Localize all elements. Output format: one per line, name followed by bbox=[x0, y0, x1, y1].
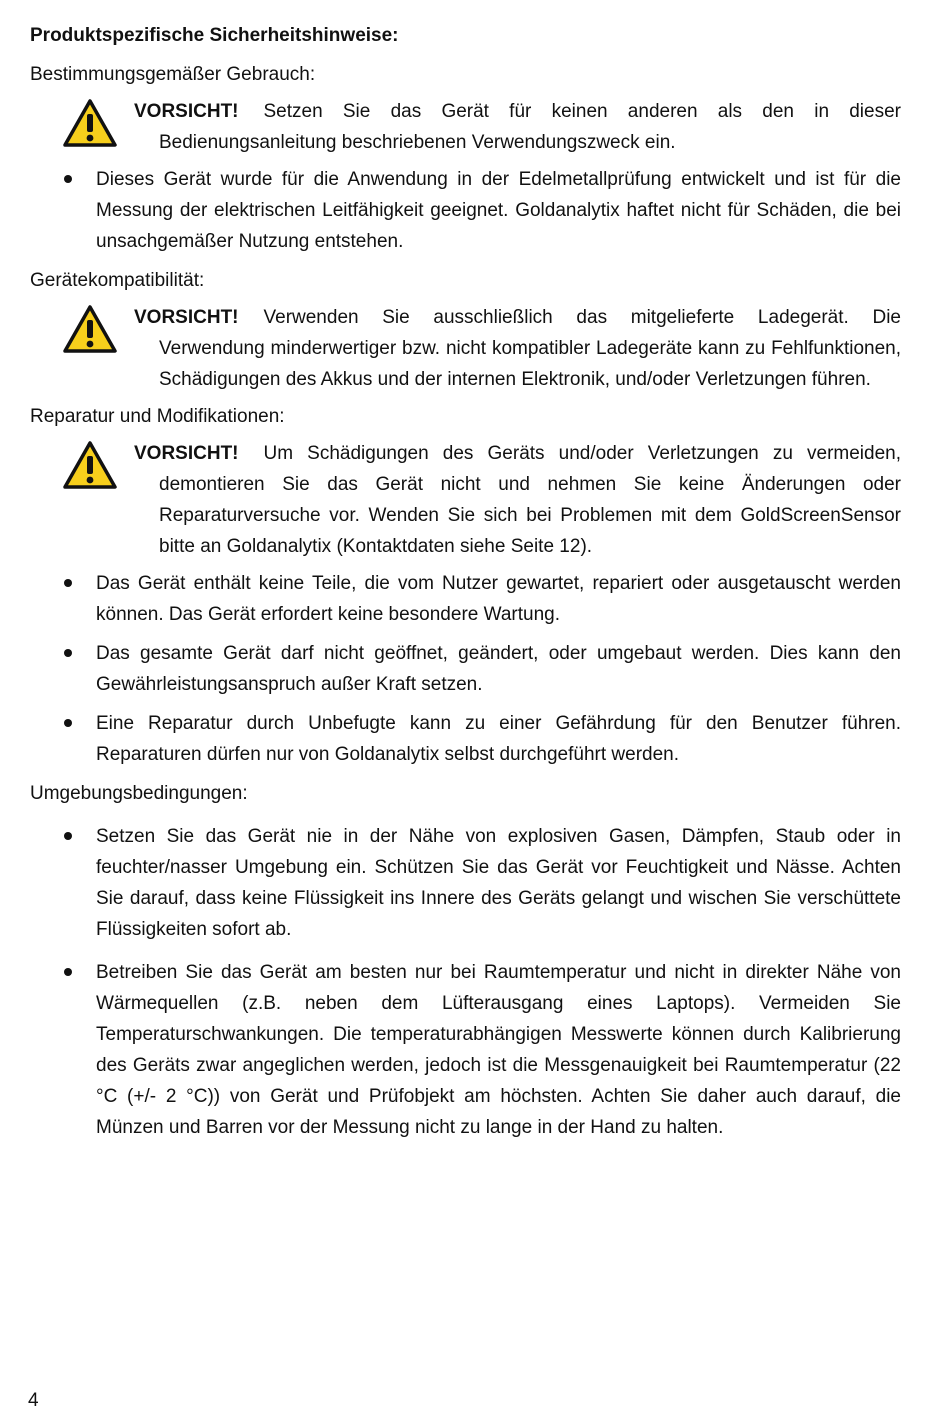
caution-label: VORSICHT! bbox=[134, 101, 239, 122]
list-item bbox=[30, 568, 901, 630]
warning-triangle-icon bbox=[62, 304, 118, 354]
section-environment bbox=[30, 778, 901, 1143]
caution-label: VORSICHT! bbox=[134, 307, 239, 328]
list-item bbox=[30, 164, 901, 257]
caution-text: Verwenden Sie ausschließlich das mitgelieferte Ladegerät. Die Verwendung minderwertiger bzw. nicht kompatibler Ladegeräte kann zu Fehlfunktionen, Schädigungen des Akkus und der internen Elektronik, und/oder Verletzungen führen. bbox=[159, 307, 901, 390]
section-heading: Reparatur und Modifikationen: bbox=[30, 406, 285, 427]
list-item bbox=[30, 708, 901, 770]
list-item bbox=[30, 821, 901, 945]
caution-block bbox=[30, 438, 901, 562]
page-number: 4 bbox=[28, 1390, 39, 1411]
bullet-dot-icon bbox=[64, 968, 72, 976]
list-item bbox=[30, 638, 901, 700]
caution-block bbox=[30, 302, 901, 395]
bullet-dot-icon bbox=[64, 719, 72, 727]
list-item-text: Das gesamte Gerät darf nicht geöffnet, geändert, oder umgebaut werden. Dies kann den Gewährleistungsanspruch außer Kraft setzen. bbox=[96, 643, 901, 695]
caution-text: Um Schädigungen des Geräts und/oder Verletzungen zu vermeiden, demontieren Sie das Gerät nicht und nehmen Sie keine Änderungen oder Reparaturversuche vor. Wenden Sie sich bei Problemen mit dem GoldScreenSensor bitte an Goldanalytix (Kontaktdaten siehe Seite 12). bbox=[159, 443, 901, 557]
list-item-text: Eine Reparatur durch Unbefugte kann zu einer Gefährdung für den Benutzer führen. Reparaturen dürfen nur von Goldanalytix selbst durchgeführt werden. bbox=[96, 713, 901, 765]
section-heading: Bestimmungsgemäßer Gebrauch: bbox=[30, 64, 316, 85]
bullet-list bbox=[30, 568, 901, 770]
bullet-list bbox=[30, 164, 901, 257]
bullet-dot-icon bbox=[64, 579, 72, 587]
caution-block bbox=[30, 96, 901, 158]
list-item-text: Betreiben Sie das Gerät am besten nur bei Raumtemperatur und nicht in direkter Nähe von Wärmequellen (z.B. neben dem Lüfterausgang eines Laptops). Vermeiden Sie Temperaturschwankungen. Die temperaturabhängigen Messwerte können durch Kalibrierung des Geräts zwar angeglichen werden, jedoch ist die Messgenauigkeit bei Raumtemperatur (22 °C (+/- 2 °C)) von Gerät und Prüfobjekt am höchsten. Achten Sie daher auch darauf, die Münzen und Barren vor der Messung nicht zu lange in der Hand zu halten. bbox=[96, 962, 901, 1138]
list-item-text: Setzen Sie das Gerät nie in der Nähe von explosiven Gasen, Dämpfen, Staub oder in feuchter/nasser Umgebung ein. Schützen Sie das Gerät vor Feuchtigkeit und Nässe. Achten Sie darauf, dass keine Flüssigkeit ins Innere des Geräts gelangt und wischen Sie verschüttete Flüssigkeiten sofort ab. bbox=[96, 826, 901, 940]
section-device-compatibility bbox=[30, 265, 901, 395]
caution-text: Setzen Sie das Gerät für keinen anderen als den in dieser Bedienungsanleitung beschriebenen Verwendungszweck ein. bbox=[159, 101, 901, 153]
caution-label: VORSICHT! bbox=[134, 443, 239, 464]
bullet-dot-icon bbox=[64, 832, 72, 840]
list-item bbox=[30, 957, 901, 1143]
list-item-text: Das Gerät enthält keine Teile, die vom Nutzer gewartet, repariert oder ausgetauscht werden können. Das Gerät erfordert keine besondere Wartung. bbox=[96, 573, 901, 625]
warning-triangle-icon bbox=[62, 440, 118, 490]
page-title: Produktspezifische Sicherheitshinweise: bbox=[30, 25, 399, 46]
document-page bbox=[30, 20, 901, 1151]
list-item-text: Dieses Gerät wurde für die Anwendung in der Edelmetallprüfung entwickelt und ist für die Messung der elektrischen Leitfähigkeit geeignet. Goldanalytix haftet nicht für Schäden, die bei unsachgemäßer Nutzung entstehen. bbox=[96, 169, 901, 252]
warning-triangle-icon bbox=[62, 98, 118, 148]
bullet-dot-icon bbox=[64, 175, 72, 183]
section-heading: Gerätekompatibilität: bbox=[30, 270, 205, 291]
bullet-dot-icon bbox=[64, 649, 72, 657]
bullet-list bbox=[30, 821, 901, 1143]
section-heading: Umgebungsbedingungen: bbox=[30, 783, 248, 804]
section-repair-modifications bbox=[30, 401, 901, 770]
section-intended-use bbox=[30, 59, 901, 257]
